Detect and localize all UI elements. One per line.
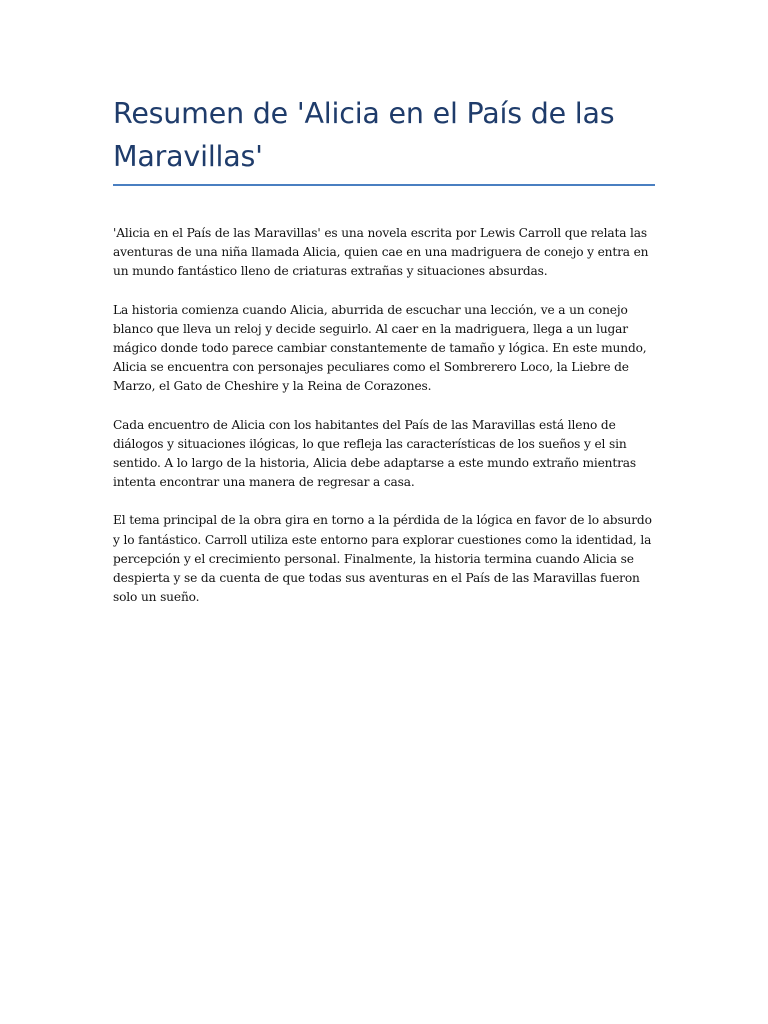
document-title: Resumen de 'Alicia en el País de las Maravillas' <box>113 92 655 186</box>
document-page <box>113 92 655 626</box>
paragraph-3: Cada encuentro de Alicia con los habitantes del País de las Maravillas está lleno de diálogos y situaciones ilógicas, lo que refleja las características de los sueños y el sin sentido. A lo largo de la historia, Alicia debe adaptarse a este mundo extraño mientras intenta encontrar una manera de regresar a casa. <box>113 417 637 490</box>
document-body <box>113 224 655 607</box>
paragraph-2: La historia comienza cuando Alicia, aburrida de escuchar una lección, ve a un conejo blanco que lleva un reloj y decide seguirlo. Al caer en la madriguera, llega a un lugar mágico donde todo parece cambiar constantemente de tamaño y lógica. En este mundo, Alicia se encuentra con personajes peculiares como el Sombrerero Loco, la Liebre de Marzo, el Gato de Cheshire y la Reina de Corazones. <box>113 302 647 394</box>
paragraph-4: El tema principal de la obra gira en torno a la pérdida de la lógica en favor de lo absurdo y lo fantástico. Carroll utiliza este entorno para explorar cuestiones como la identidad, la percepción y el crecimiento personal. Finalmente, la historia termina cuando Alicia se despierta y se da cuenta de que todas sus aventuras en el País de las Maravillas fueron solo un sueño. <box>113 513 652 605</box>
paragraph-1: 'Alicia en el País de las Maravillas' es una novela escrita por Lewis Carroll que relata las aventuras de una niña llamada Alicia, quien cae en una madriguera de conejo y entra en un mundo fantástico lleno de criaturas extrañas y situaciones absurdas. <box>113 226 649 279</box>
